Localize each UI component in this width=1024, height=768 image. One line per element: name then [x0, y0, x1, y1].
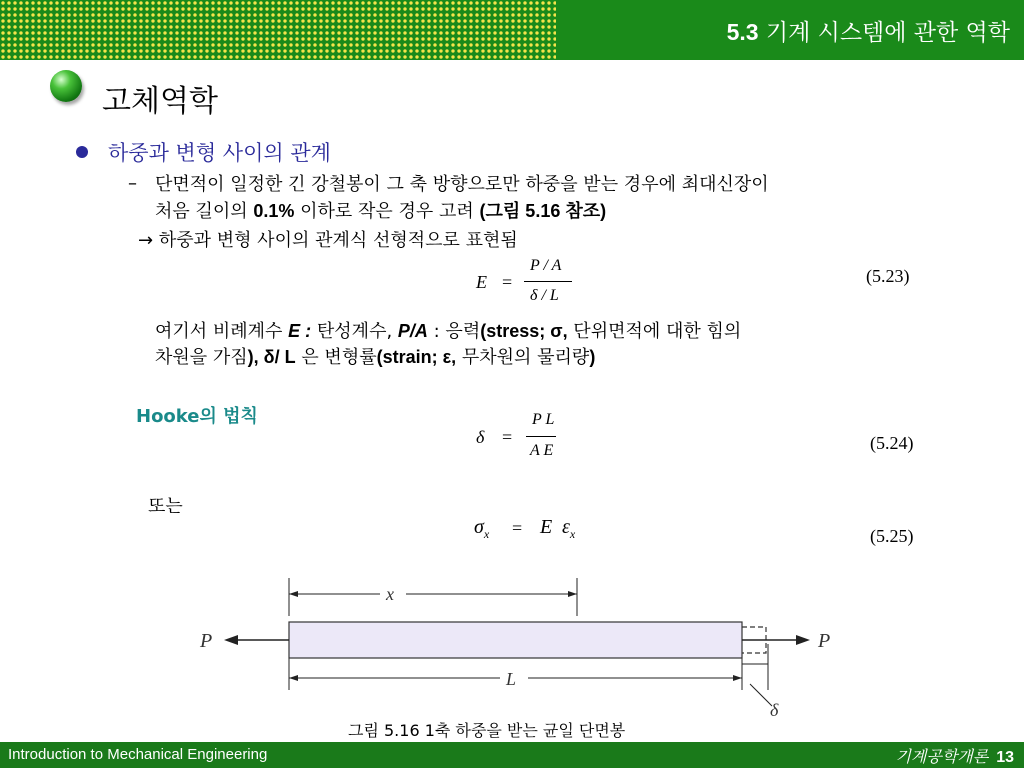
length-arrowhead-left	[289, 675, 298, 681]
eq3-epsilon	[562, 516, 575, 542]
eq2-lhs: δ	[476, 427, 485, 447]
dotted-pattern-decoration	[0, 0, 556, 60]
body-line-3-text: → 하중과 변형 사이의 관계식 선형적으로 표현됨	[138, 230, 518, 251]
eq1-fraction-bar	[524, 281, 572, 282]
eq2-denominator: A E	[530, 442, 554, 459]
eq3-E: E	[540, 516, 553, 538]
x-dimension-label: x	[386, 584, 394, 604]
bar-figure	[180, 572, 840, 720]
definition-line-1	[155, 318, 741, 345]
eq2-fraction-bar	[526, 436, 556, 437]
section-title	[727, 14, 1010, 47]
right-load-label: P	[818, 630, 831, 652]
eq1-numerator: P / A	[530, 257, 562, 274]
body-line-3	[138, 228, 518, 254]
def1-b: 탄성계수,	[311, 321, 398, 342]
def2-d: (strain; ε,	[376, 347, 457, 367]
def2-b: ), δ/ L	[247, 347, 296, 367]
bullet-heading: 하중과 변형 사이의 관계	[108, 141, 331, 165]
footer-right	[895, 744, 1014, 767]
eq2-equals: =	[502, 427, 513, 447]
eq1-number: (5.23)	[866, 266, 910, 286]
section-title-text: 기계 시스템에 관한 역학	[765, 20, 1010, 46]
eq3-number: (5.25)	[870, 526, 914, 546]
definition-line-2	[155, 344, 595, 371]
length-arrowhead-right	[733, 675, 742, 681]
body-line-1-text: 단면적이 일정한 긴 강철봉이 그 축 방향으로만 하중을 받는 경우에 최대신장이	[155, 174, 769, 195]
delta-leader-line	[750, 684, 772, 706]
eq1-denominator: δ / L	[530, 287, 559, 304]
eq2-number: (5.24)	[870, 433, 914, 453]
right-load-arrowhead	[796, 635, 810, 645]
x-arrowhead-right	[568, 591, 577, 597]
eq3-sigma: σ	[474, 516, 484, 538]
eq1-equals: =	[502, 272, 513, 292]
footer-course-korean: 기계공학개론	[895, 747, 989, 766]
x-arrowhead-left	[289, 591, 298, 597]
eq3-epsilon-sub: x	[569, 527, 576, 541]
uniform-bar	[289, 622, 742, 658]
dash-marker: –	[128, 173, 137, 194]
or-text: 또는	[148, 496, 183, 517]
section-number: 5.3	[726, 19, 759, 45]
def1-PA: P/A	[397, 321, 428, 341]
page-number: 13	[996, 749, 1014, 766]
hooke-law-label: Hooke의 법칙	[136, 406, 258, 427]
page-title: 고체역학	[102, 84, 218, 119]
body-line-1	[155, 172, 769, 198]
body-line-2-figure-ref: (그림 5.16 참조)	[479, 201, 607, 221]
def1-e: 단위면적에 대한 힘의	[567, 321, 742, 342]
eq3-sigma-sub: x	[483, 527, 490, 541]
def2-f: )	[589, 347, 596, 367]
bullet-icon	[76, 146, 88, 158]
def2-c: 은 변형률	[295, 347, 377, 368]
left-load-arrowhead	[224, 635, 238, 645]
body-line-2-pre: 처음 길이의	[155, 201, 254, 222]
footer-course-title: Introduction to Mechanical Engineering	[8, 746, 268, 763]
body-line-2-percent: 0.1%	[253, 201, 295, 221]
def2-a: 차원을 가짐	[155, 347, 248, 368]
def1-E: E :	[288, 321, 312, 341]
eq1-lhs: E	[476, 272, 487, 292]
eq3-epsilon-symbol: ε	[562, 516, 570, 538]
delta-label: δ	[770, 700, 779, 720]
left-load-label: P	[200, 630, 213, 652]
body-line-2-mid: 이하로 작은 경우 고려	[294, 201, 480, 222]
figure-caption: 그림 5.16 1축 하중을 받는 균일 단면봉	[348, 721, 626, 740]
def2-e: 무차원의 물리량	[456, 347, 590, 368]
def1-a: 여기서 비례계수	[155, 321, 289, 342]
eq2-numerator: P L	[532, 411, 555, 428]
eq3-lhs	[474, 516, 489, 542]
or-label	[148, 494, 183, 520]
body-line-2	[155, 198, 606, 225]
green-ball-icon	[50, 70, 82, 102]
def1-c: : 응력	[427, 321, 481, 342]
eq3-equals: =	[512, 518, 523, 538]
def1-d: (stress; σ,	[480, 321, 568, 341]
length-label: L	[506, 669, 517, 689]
